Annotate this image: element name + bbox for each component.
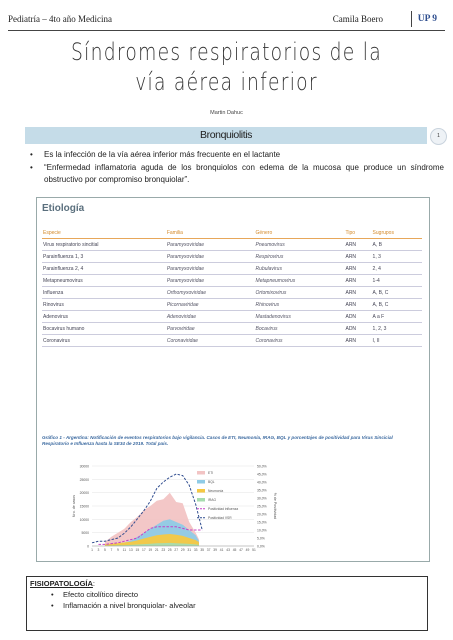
table-cell: Bocavirus humano bbox=[42, 323, 166, 335]
table-cell: ARN bbox=[344, 239, 371, 251]
x-tick-label: 19 bbox=[148, 548, 153, 552]
bullet-item: • Es la infección de la vía aérea inferior más frecuente en el lactante bbox=[44, 149, 444, 161]
table-cell: Orthomyxoviridae bbox=[166, 287, 255, 299]
y-tick-label: 15000 bbox=[79, 504, 89, 509]
header-author: Camila Boero bbox=[332, 14, 383, 24]
table-cell: Rhinovirus bbox=[255, 299, 345, 311]
legend-swatch bbox=[197, 471, 205, 475]
page-header bbox=[8, 10, 445, 32]
chart-area bbox=[37, 460, 429, 560]
col-header: Familia bbox=[166, 229, 255, 239]
table-cell: ARN bbox=[344, 275, 371, 287]
header-course: Pediatría – 4to año Medicina bbox=[8, 14, 112, 24]
legend-label: Neumonía bbox=[208, 489, 224, 493]
figure-title: Etiología bbox=[42, 203, 85, 214]
y2-tick-label: 15,0% bbox=[257, 520, 267, 525]
fisiopatologia-box bbox=[26, 576, 428, 631]
y2-tick-label: 20,0% bbox=[257, 512, 267, 517]
fisio-item: • Efecto citolítico directo bbox=[63, 589, 196, 600]
table-cell: Rinovirus bbox=[42, 299, 166, 311]
legend-label: ETI bbox=[208, 471, 214, 475]
table-header-row bbox=[42, 229, 422, 239]
table-cell: Adenovirus bbox=[42, 311, 166, 323]
y2-tick-label: 30,0% bbox=[257, 496, 267, 501]
legend-label: IRAG bbox=[208, 498, 217, 502]
x-tick-label: 21 bbox=[154, 548, 159, 552]
table-cell: Rubulavirus bbox=[255, 263, 345, 275]
col-header: Tipo bbox=[344, 229, 371, 239]
chart-caption: Gráfico 1 - Argentina: Notificación de eventos respiratorios bajo vigilancia. Casos de ETI, Neumonía, IRAG, BQL y porcentajes de positividad para Virus Sincicial Respiratorio e Influenza hasta la SE34 de 2019. Total país. bbox=[42, 435, 393, 446]
fisio-title-colon: : bbox=[92, 579, 96, 588]
table-cell: Paramyxoviridae bbox=[166, 251, 255, 263]
y2-axis-label: % de Positividad bbox=[273, 492, 277, 520]
y2-tick-label: 40,0% bbox=[257, 480, 267, 485]
x-tick-label: 23 bbox=[161, 548, 166, 552]
x-tick-label: 7 bbox=[110, 548, 113, 552]
x-tick-label: 29 bbox=[180, 548, 185, 552]
y2-tick-label: 35,0% bbox=[257, 488, 267, 493]
table-row bbox=[42, 299, 422, 311]
table-cell: Coronaviridae bbox=[166, 335, 255, 347]
x-tick-label: 43 bbox=[226, 548, 230, 552]
x-tick-label: 39 bbox=[213, 548, 217, 552]
table-cell: 1-4 bbox=[372, 275, 422, 287]
bullet-item: • “Enfermedad inflamatoria aguda de los bronquiolos con edema de la mucosa que produce un síndrome obstructivo por compromiso bronquiolar”. bbox=[44, 162, 444, 186]
document-title bbox=[50, 37, 403, 97]
table-cell: Coronavirus bbox=[42, 335, 166, 347]
table-cell: Pneumovirus bbox=[255, 239, 345, 251]
legend-swatch bbox=[197, 498, 205, 502]
table-cell: ADN bbox=[344, 311, 371, 323]
table-cell: A, B, C bbox=[372, 287, 422, 299]
fisio-list bbox=[45, 589, 196, 611]
table-cell: ADN bbox=[344, 323, 371, 335]
table-cell: Mastadenovirus bbox=[255, 311, 345, 323]
table-cell: Coronavirus bbox=[255, 335, 345, 347]
x-tick-label: 15 bbox=[135, 548, 140, 552]
x-tick-label: 47 bbox=[239, 548, 243, 552]
table-cell: Influenza bbox=[42, 287, 166, 299]
legend-label: BQL bbox=[208, 480, 215, 484]
table-cell: Paramyxoviridae bbox=[166, 239, 255, 251]
table-cell: A, B, C bbox=[372, 299, 422, 311]
table-cell: Bocavirus bbox=[255, 323, 345, 335]
table-row bbox=[42, 251, 422, 263]
x-tick-label: 17 bbox=[142, 548, 146, 552]
table-cell: ARN bbox=[344, 263, 371, 275]
x-tick-label: 45 bbox=[232, 548, 237, 552]
y2-tick-label: 25,0% bbox=[257, 504, 267, 509]
col-header: Sugrupos bbox=[372, 229, 422, 239]
x-tick-label: 3 bbox=[97, 548, 100, 552]
y2-tick-label: 5,0% bbox=[257, 536, 265, 541]
fisio-title-text: FISIOPATOLOGÍA bbox=[30, 579, 93, 588]
col-header: Especie bbox=[42, 229, 166, 239]
table-row bbox=[42, 239, 422, 251]
fisiopatologia-title bbox=[30, 579, 95, 588]
intro-bullets bbox=[26, 149, 444, 187]
table-cell: Paramyxoviridae bbox=[166, 263, 255, 275]
table-cell: ARN bbox=[344, 287, 371, 299]
table-cell: 1, 3 bbox=[372, 251, 422, 263]
table-row bbox=[42, 335, 422, 347]
y-tick-label: 20000 bbox=[79, 491, 89, 496]
x-tick-label: 11 bbox=[122, 548, 127, 552]
x-tick-label: 31 bbox=[187, 548, 192, 552]
legend-swatch bbox=[197, 489, 205, 493]
table-row bbox=[42, 287, 422, 299]
y2-tick-label: 45,0% bbox=[257, 472, 267, 477]
x-tick-label: 41 bbox=[219, 548, 224, 552]
table-cell: Metapneumovirus bbox=[42, 275, 166, 287]
x-tick-label: 27 bbox=[174, 548, 179, 552]
x-tick-label: 51 bbox=[252, 548, 256, 552]
x-tick-label: 1 bbox=[91, 548, 93, 552]
table-cell: Paramyxoviridae bbox=[166, 275, 255, 287]
table-cell: I, II bbox=[372, 335, 422, 347]
page-badge: 1 bbox=[430, 128, 447, 145]
etiology-figure bbox=[36, 197, 430, 562]
table-cell: 1, 2, 3 bbox=[372, 323, 422, 335]
y-tick-label: 25000 bbox=[79, 477, 89, 482]
table-cell: Picornaviridae bbox=[166, 299, 255, 311]
y-axis-label: Nro. de casos bbox=[72, 494, 76, 518]
table-cell: ARN bbox=[344, 251, 371, 263]
table-cell: Virus respiratorio sincitial bbox=[42, 239, 166, 251]
surveillance-chart bbox=[37, 460, 429, 560]
y2-tick-label: 0,0% bbox=[257, 544, 265, 549]
subtitle-author: Martin Dahuc bbox=[210, 110, 243, 116]
etiology-table bbox=[42, 229, 422, 347]
table-cell: A, B bbox=[372, 239, 422, 251]
x-tick-label: 9 bbox=[116, 548, 119, 552]
col-header: Género bbox=[255, 229, 345, 239]
x-tick-label: 13 bbox=[129, 548, 133, 552]
y2-tick-label: 10,0% bbox=[257, 528, 267, 533]
table-cell: Parvoviridae bbox=[166, 323, 255, 335]
table-cell: 2, 4 bbox=[372, 263, 422, 275]
x-tick-label: 25 bbox=[167, 548, 172, 552]
table-cell: Parainfluenza 1, 3 bbox=[42, 251, 166, 263]
table-row bbox=[42, 263, 422, 275]
table-row bbox=[42, 275, 422, 287]
table-cell: ARN bbox=[344, 299, 371, 311]
table-row bbox=[42, 323, 422, 335]
legend-label: Positividad influenza bbox=[208, 507, 239, 511]
table-cell: Parainfluenza 2, 4 bbox=[42, 263, 166, 275]
title-line-1: Síndromes respiratorios de la bbox=[71, 38, 382, 66]
legend-label: Positividad VSR bbox=[208, 516, 232, 520]
title-line-2: vía aérea inferior bbox=[135, 68, 318, 96]
section-heading: Bronquiolitis bbox=[25, 127, 427, 144]
header-divider bbox=[8, 30, 445, 31]
y-tick-label: 0 bbox=[87, 544, 89, 549]
x-tick-label: 49 bbox=[245, 548, 250, 552]
table-cell: Metapneumovirus bbox=[255, 275, 345, 287]
legend-swatch bbox=[197, 480, 205, 484]
x-tick-label: 37 bbox=[206, 548, 211, 552]
y-tick-label: 30000 bbox=[79, 464, 89, 469]
table-cell: Ortomixovirus bbox=[255, 287, 345, 299]
table-body bbox=[42, 239, 422, 347]
x-tick-label: 33 bbox=[193, 548, 198, 552]
table-cell: A a F bbox=[372, 311, 422, 323]
table-cell: Adenoviridae bbox=[166, 311, 255, 323]
y2-tick-label: 50,0% bbox=[257, 464, 267, 469]
table-row bbox=[42, 311, 422, 323]
fisio-item: • Inflamación a nivel bronquiolar- alveolar bbox=[63, 600, 196, 611]
header-unit: UP 9 bbox=[411, 11, 437, 27]
table-cell: ARN bbox=[344, 335, 371, 347]
x-tick-label: 35 bbox=[200, 548, 204, 552]
y-tick-label: 10000 bbox=[79, 517, 89, 522]
y-tick-label: 5000 bbox=[81, 531, 89, 536]
table-cell: Respirovirus bbox=[255, 251, 345, 263]
x-tick-label: 5 bbox=[104, 548, 106, 552]
